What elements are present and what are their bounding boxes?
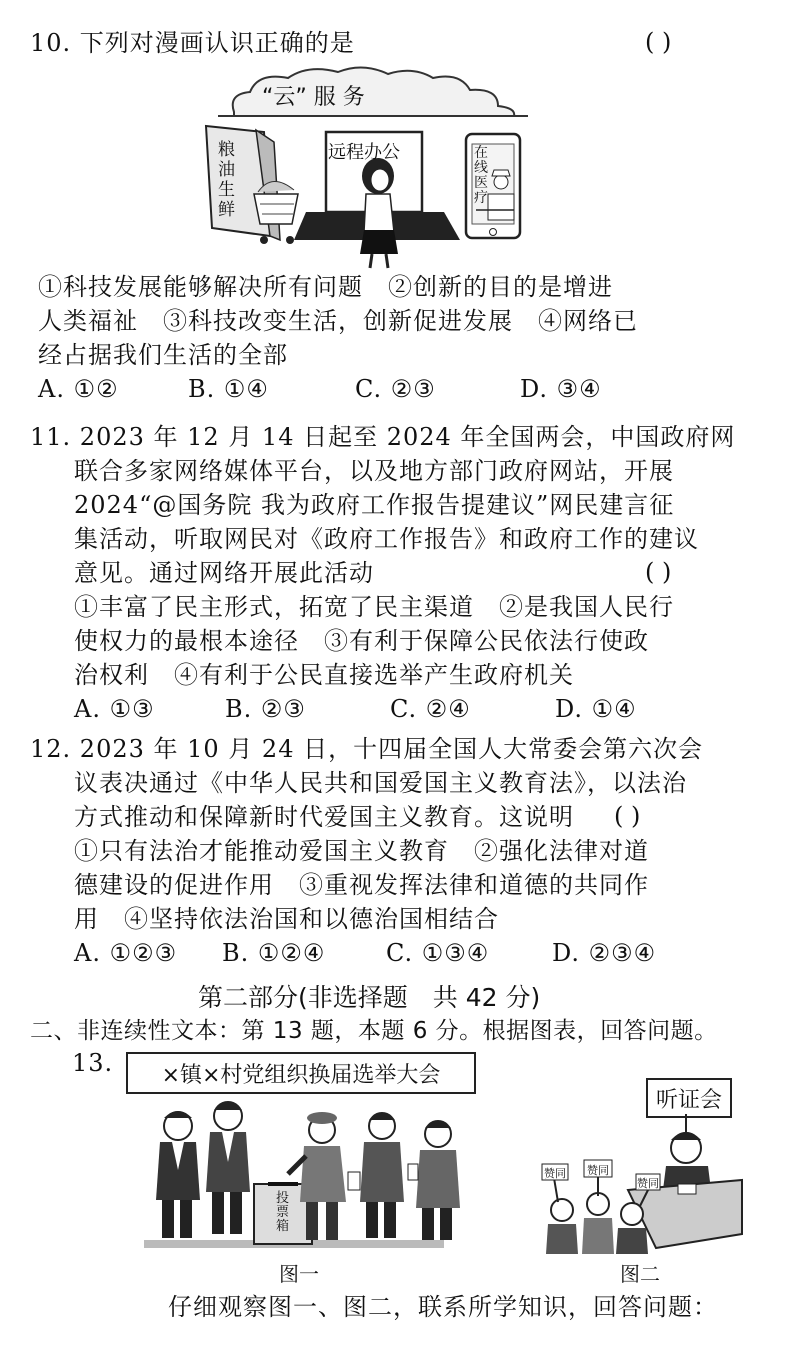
- q11-line-2: 联合多家网络媒体平台，以及地方部门政府网站，开展: [74, 457, 674, 485]
- q10-answer-paren: ( ): [645, 28, 672, 56]
- q11-statement-1: ①丰富了民主形式，拓宽了民主渠道 ②是我国人民行: [74, 593, 674, 621]
- q10-option-d: D. ③④: [520, 375, 602, 403]
- q10-option-a: A. ①②: [38, 375, 119, 403]
- q11-line-1: 11. 2023 年 12 月 14 日起至 2024 年全国两会，中国政府网: [30, 423, 736, 451]
- q10-cartoon: [198, 64, 536, 270]
- q13-instruction: 仔细观察图一、图二，联系所学知识，回答问题：: [168, 1293, 718, 1321]
- q11-option-d: D. ①④: [555, 695, 637, 723]
- ballot-box-label: 投 票 箱: [276, 1191, 290, 1234]
- q13-figure-1-caption: 图一: [279, 1262, 319, 1286]
- election-banner: ×镇×村党组织换届选举大会: [126, 1052, 476, 1094]
- panel-right-text: 在 线 医 疗: [474, 145, 488, 206]
- q11-option-c: C. ②④: [390, 695, 471, 723]
- panel-center-text: 远程办公: [328, 142, 400, 163]
- q11-option-b: B. ②③: [225, 695, 306, 723]
- q12-option-b: B. ①②④: [222, 939, 326, 967]
- q10-statement-3: 经占据我们生活的全部: [38, 341, 288, 369]
- q12-option-c: C. ①③④: [386, 939, 490, 967]
- panel-left-text: 粮 油 生 鲜: [218, 140, 235, 220]
- q13-figure-2-caption: 图二: [620, 1262, 660, 1286]
- q12-statement-1: ①只有法治才能推动爱国主义教育 ②强化法律对道: [74, 837, 649, 865]
- part2-section-heading: 二、非连续性文本：第 13 题，本题 6 分。根据图表，回答问题。: [30, 1018, 718, 1044]
- q12-answer-paren: ( ): [614, 802, 641, 830]
- q12-line-1: 12. 2023 年 10 月 24 日，十四届全国人大常委会第六次会: [30, 735, 704, 763]
- placard-text-2: 赞同: [587, 1164, 609, 1177]
- q12-statement-2: 德建设的促进作用 ③重视发挥法律和道德的共同作: [74, 871, 649, 899]
- q12-statement-3: 用 ④坚持依法治国和以德治国相结合: [74, 905, 499, 933]
- q12-line-3: 方式推动和保障新时代爱国主义教育。这说明: [74, 803, 574, 831]
- q11-line-3: 2024“@国务院 我为政府工作报告提建议”网民建言征: [74, 491, 675, 519]
- q10-stem: 10. 下列对漫画认识正确的是: [30, 29, 355, 57]
- q13-number: 13.: [72, 1049, 114, 1077]
- q12-line-2: 议表决通过《中华人民共和国爱国主义教育法》，以法治: [74, 769, 687, 797]
- placard-text-3: 赞同: [637, 1177, 659, 1190]
- q11-statement-2: 使权力的最根本途径 ③有利于保障公民依法行使政: [74, 627, 649, 655]
- q13-figure-2: [536, 1078, 748, 1254]
- q11-statement-3: 治权利 ④有利于公民直接选举产生政府机关: [74, 661, 574, 689]
- q12-option-d: D. ②③④: [552, 939, 657, 967]
- q11-line-5: 意见。通过网络开展此活动: [74, 559, 374, 587]
- part2-title: 第二部分(非选择题 共 42 分): [198, 983, 541, 1012]
- q12-option-a: A. ①②③: [74, 939, 178, 967]
- q10-statement-1: ①科技发展能够解决所有问题 ②创新的目的是增进: [38, 273, 613, 301]
- cloud-label: “云” 服 务: [262, 85, 365, 110]
- q10-statement-2: 人类福祉 ③科技改变生活，创新促进发展 ④网络已: [38, 307, 638, 335]
- hearing-sign: 听证会: [646, 1078, 732, 1118]
- q13-figure-1: [126, 1052, 476, 1252]
- q11-option-a: A. ①③: [74, 695, 155, 723]
- q11-answer-paren: ( ): [645, 558, 672, 586]
- q11-line-4: 集活动，听取网民对《政府工作报告》和政府工作的建议: [74, 525, 699, 553]
- placard-text-1: 赞同: [544, 1167, 566, 1180]
- q10-option-b: B. ①④: [188, 375, 269, 403]
- q10-option-c: C. ②③: [355, 375, 436, 403]
